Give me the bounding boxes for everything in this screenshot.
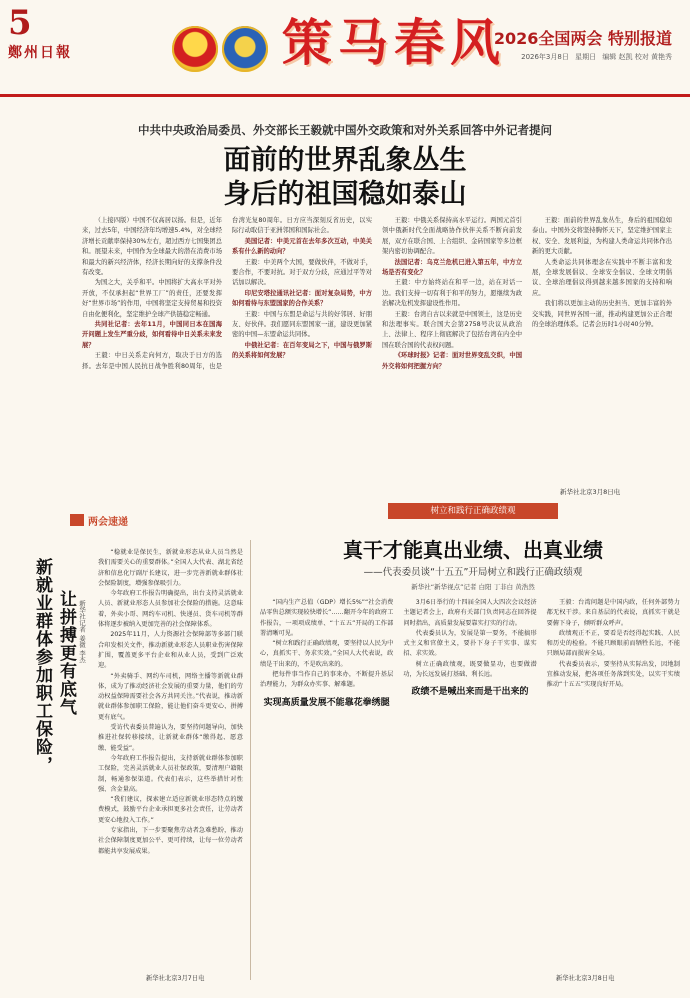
lead-story-body <box>82 216 672 496</box>
paragraph: 今年政府工作报告提出，支持新就业群体参加职工保险，完善灵活就业人员社保政策，要清理户籍限制，畅通参保渠道。代表们表示，这些举措针对性强、含金量高。 <box>98 754 243 793</box>
paragraph: 专家指出，下一步要聚焦劳动者急难愁盼，推动社会保障制度更加公平、更可持续，让每一位劳动者都能共享发展成果。 <box>98 827 243 855</box>
special-report-label: 2026全国两会 特别报道 <box>493 29 672 48</box>
brief-dateline: 新华社北京3月7日电 <box>146 975 205 982</box>
brief-body <box>98 548 243 968</box>
emblem-group <box>172 26 272 74</box>
paragraph: “树立和践行正确政绩观，要坚持以人民为中心，真抓实干、务求实效。”全国人大代表说，政绩是干出来的，不是吹出来的。 <box>260 640 394 668</box>
paragraph: “我们建议，探索建立适应新就业形态特点的缴费模式，鼓励平台企业承担更多社会责任，让劳动者更安心地投入工作。” <box>98 796 243 824</box>
lead-headline <box>0 144 690 212</box>
question: 美国记者：中美元首在去年多次互动，中美关系有什么新的动向？ <box>232 237 372 256</box>
headline-line-1: 面前的世界乱象丛生 <box>223 145 467 176</box>
question: 法国记者：乌克兰危机已进入第五年，中方立场是否有变化？ <box>382 258 522 277</box>
paragraph: 王毅：面前的世界乱象丛生，身后的祖国稳如泰山。中国外交将坚持胸怀天下，坚定维护国家主权、安全、发展利益，为构建人类命运共同体作出新的更大贡献。 <box>532 217 672 256</box>
header-rule <box>0 94 690 97</box>
headline-line-2: 身后的祖国稳如泰山 <box>223 179 467 210</box>
brief-tag-label: 两会速递 <box>88 516 128 528</box>
tag-bar-icon <box>70 514 84 526</box>
brief-title-line-1: 新就业群体参加职工保险， <box>32 558 52 774</box>
paragraph: 2025年11月，人力资源社会保障部等多部门联合印发相关文件，推动新就业形态人员职业伤害保障扩围，覆盖更多平台企业和从业人员，受到广泛欢迎。 <box>98 631 243 670</box>
paragraph: 为国之大，关乎和平。中国将扩大高水平对外开放，不仅承担起“世界工厂”的责任，还要发挥好“世界市场”的作用，中国将坚定支持贸易和投资自由化便利化，坚定维护全球产供链稳定畅通。 <box>82 279 222 318</box>
feature-subhead-2: 政绩不是喊出来而是干出来的 <box>411 687 529 698</box>
date-line <box>517 52 672 62</box>
feature-body <box>260 598 680 970</box>
column-divider <box>250 540 251 980</box>
paragraph: 王毅：台湾自古以来就是中国领土，这是历史和法理事实。联合国大会第2758号决议从政治上、法律上、程序上彻底解决了包括台湾在内全中国在联合国的代表权问题。 <box>382 310 522 349</box>
editor-credits: 编辑 赵凯 校对 黄艳秀 <box>602 53 672 61</box>
feature-subtitle: ——代表委员谈“十五五”开局树立和践行正确政绩观 <box>363 567 583 578</box>
cppcc-emblem-icon <box>222 26 268 72</box>
slogan: 策马春风 <box>282 13 506 72</box>
paragraph: 王毅：中俄关系保持高水平运行。两国元首引领中俄新时代全面战略协作伙伴关系不断向前发展，双方在联合国、上合组织、金砖国家等多边框架内密切协调配合。 <box>382 217 522 256</box>
paragraph: 代表委员认为，发展是第一要务，不能搞形式主义和官僚主义，要扑下身子干实事、谋实招、求实效。 <box>403 629 537 658</box>
paragraph: 把每件事当作自己的事来办，不断提升基层治理能力，为群众办实事、解难题。 <box>260 671 394 689</box>
issue-date: 2026年3月8日 <box>521 53 569 61</box>
paragraph: 王毅：台湾问题是中国内政，任何外部势力都无权干涉。来自基层的代表说，真抓实干就是要俯下身子，倾听群众呼声。 <box>546 599 680 627</box>
brief-tag <box>70 512 128 528</box>
page-number: 5 <box>8 3 32 43</box>
feature-credit: 新华社“新华视点”记者 白阳 丁非白 黄浩然 <box>411 583 535 591</box>
brief-credit: 新华社记者 姜微 李杰 <box>78 600 86 663</box>
paragraph: “稳就业是保民生，新就业形态从业人员当然是我们需要关心的重要群体。”全国人大代表、湖北省经济和信息化厅副厅长建议，进一步完善新就业群体社会保险制度，增强参保吸引力。 <box>98 549 243 587</box>
paragraph: 代表委员表示，要坚持从实际出发，因地制宜推动发展，把各项任务落到实处，以实干实绩推动“十五五”实现良好开局。 <box>546 660 680 689</box>
paragraph: 王毅：中美两个大国，要做伙伴，不做对手，要合作，不要对抗。对于双方分歧，应通过平等对话加以解决。 <box>232 258 372 287</box>
paragraph: 我们将以更加主动的历史担当、更加丰富的外交实践，同世界各国一道，推动构建更加公正合理的全球治理体系。记者会历时1小时40分钟。 <box>532 300 672 329</box>
paragraph: 受访代表委员普遍认为，要坚持问题导向，加快推进社保转移接续，让新就业群体“缴得起、愿意缴、能受益”。 <box>98 724 243 752</box>
question: 中俄社记者：在百年变局之下，中国与俄罗斯的关系将如何发展？ <box>232 341 372 360</box>
question: 共同社记者：去年11月，中国同日本在国海开问题上发生严重分歧，如何看待中日关系未来发展？ <box>82 321 222 349</box>
feature-title: 真干才能真出业绩、出真业绩 <box>343 538 603 562</box>
paragraph: 3月6日举行的十四届全国人大四次会议经济主题记者会上，政府有关部门负责同志在回答提问时指出，高质量发展要靠实打实的行动。 <box>403 599 537 627</box>
paragraph: 人类命运共同体理念在实践中不断丰富和发展，全球发展倡议、全球安全倡议、全球文明倡议、全球治理倡议得到越来越多国家的支持和响应。 <box>532 258 672 297</box>
newspaper-name: 鄭州日報 <box>8 45 72 61</box>
paragraph: 王毅：中日关系走向何方，取决于日方的选择。去年是中国人民抗日战争胜利80周年，也是台湾光复80周年。日方应当深刻反省历史，以实际行动取信于亚洲邻国和国际社会。 <box>82 217 372 370</box>
paragraph: “国内生产总值（GDP）增长5%”“社会消费品零售总额实现较快增长”……翻开今年的政府工作报告，一项项成绩单、“十五五”开局的工作部署清晰可见。 <box>260 599 394 637</box>
paragraph: “外卖骑手、网约车司机，网络主播等新就业群体，成为了推动经济社会发展的重要力量，他们的劳动权益保障需要社会各方共同关注。”代表说，推动新就业群体参加职工保险，能让他们奋斗更安心、拼搏更有底气。 <box>98 672 243 721</box>
paragraph: （上接四版）中国不仅高居以扬。但是，近年来，过去5年，中国经济年均增速5.4%，对全球经济增长贡献率保持30%左右，超过西方七国集团总和。展望未来，中国作为全球最大的潜在消费市场和最大的新兴经济体，经济长期向好的支撑条件没有改变。 <box>82 217 222 277</box>
lead-kicker: 中共中央政治局委员、外交部长王毅就中国外交政策和对外关系回答中外记者提问 <box>138 123 552 137</box>
feature-subhead-1: 实现高质量发展不能靠花拳绣腿 <box>263 697 390 708</box>
lead-story-dateline: 新华社北京3月8日电 <box>560 488 621 496</box>
question: 《环球时报》记者：面对世界变乱交织，中国外交将如何把握方向？ <box>382 352 522 370</box>
paragraph: 王毅：中国与东盟是命运与共的好邻居、好朋友、好伙伴。我们愿同东盟国家一道，建设更加紧密的中国—东盟命运共同体。 <box>232 310 372 339</box>
question: 印尼安塔拉通讯社记者：面对复杂局势，中方如何看待与东盟国家的合作关系？ <box>232 289 372 308</box>
paragraph: 今年政府工作报告明确提出，出台支持灵活就业人员、新就业形态人员参加社会保险的措施。这意味着，外卖小哥、网约车司机、快递员、货车司机等群体将逐步被纳入更加完善的社会保障体系。 <box>98 590 243 629</box>
paragraph: 王毅：中方始终站在和平一边，站在对话一边。我们支持一切有利于和平的努力，愿继续为政治解决危机发挥建设性作用。 <box>382 279 522 308</box>
section-banner: 树立和践行正确政绩观 <box>388 503 558 519</box>
paragraph: 政绩观正不正，要看是否经得起实践、人民和历史的检验。不能只顾眼前而牺牲长远，不能只顾局部而损害全局。 <box>546 629 680 658</box>
brief-title-line-2: 让拼搏更有底气 <box>56 590 76 716</box>
feature-dateline: 新华社北京3月8日电 <box>556 975 615 982</box>
masthead <box>0 0 690 100</box>
paragraph: 树立正确政绩观，既要做显功，也要做潜功，为长远发展打基础、利长远。 <box>403 660 537 679</box>
national-emblem-icon <box>172 26 218 72</box>
issue-weekday: 星期日 <box>575 53 597 61</box>
